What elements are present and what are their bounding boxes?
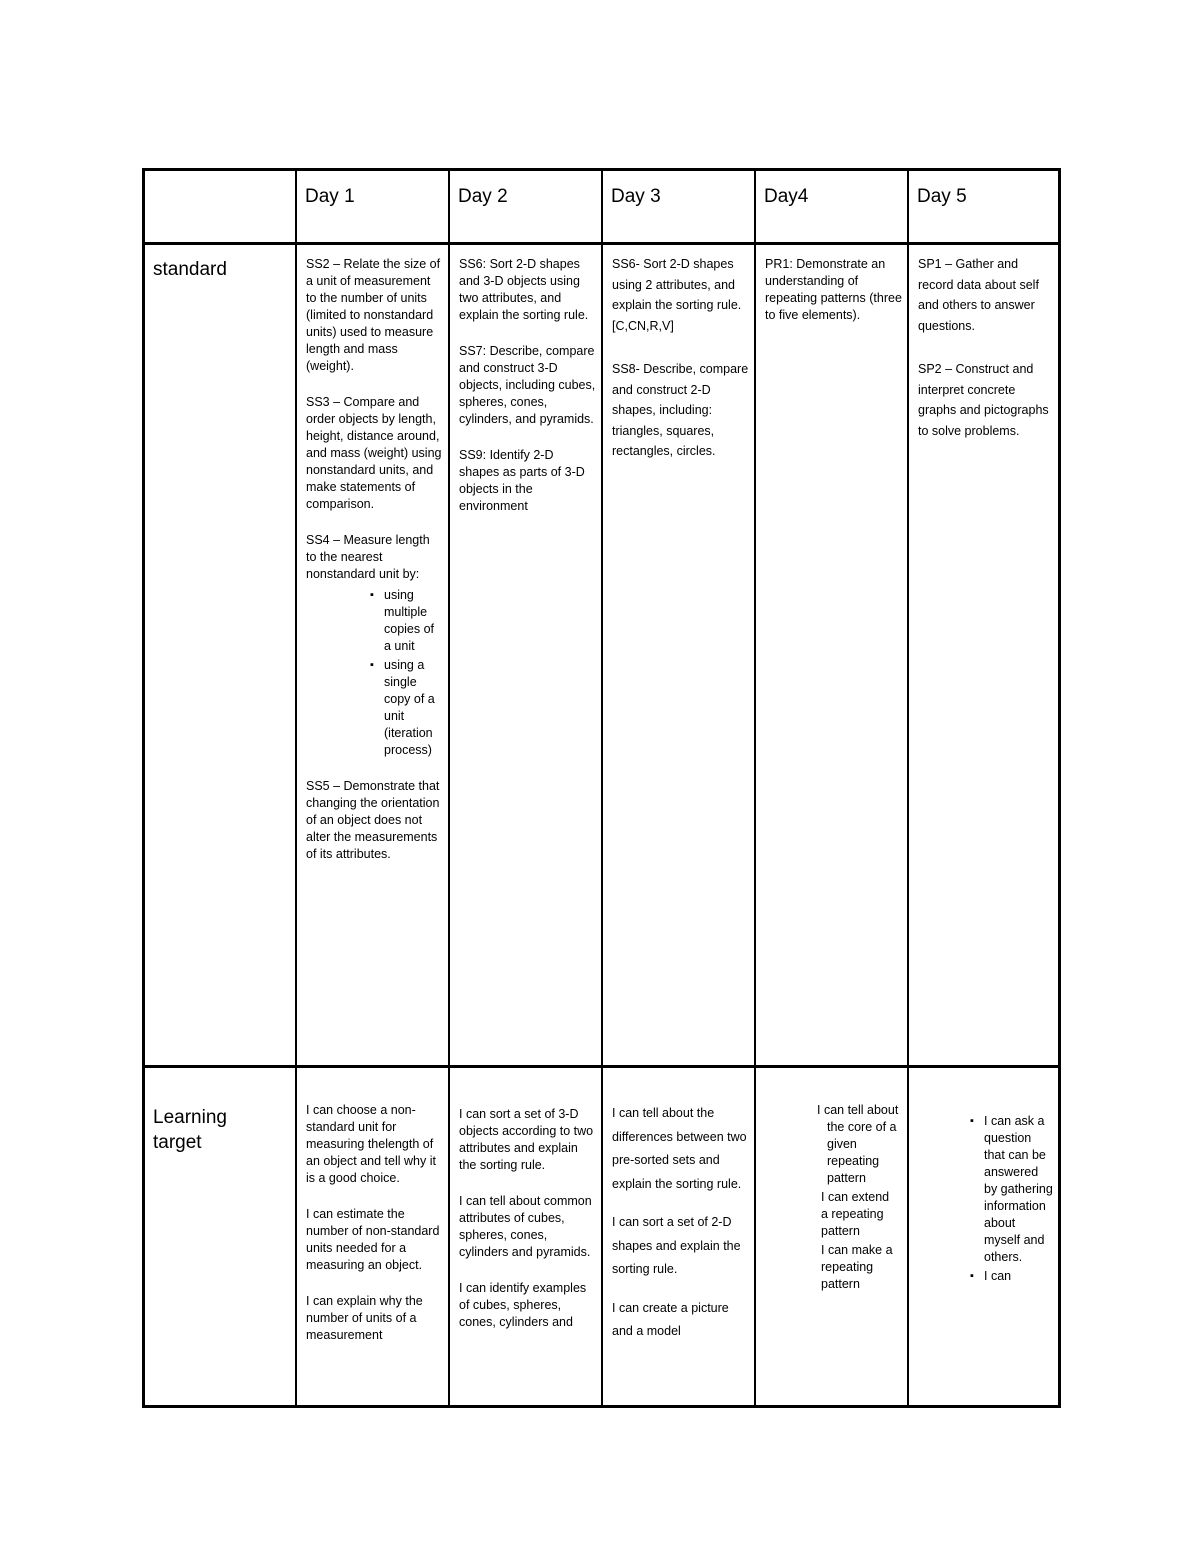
learning-target-item: I can tell about the differences between two pre-sorted sets and explain the sorting rule. (612, 1106, 747, 1191)
standard-day-2 (459, 256, 596, 1061)
learning-day-2 (459, 1106, 596, 1405)
learning-day-5 (970, 1113, 1054, 1405)
standard-day-1 (306, 256, 443, 1061)
header-day-3: Day 3 (611, 186, 661, 207)
column-divider (448, 171, 450, 1405)
header-day-1: Day 1 (305, 186, 355, 207)
list-item: ▪ using multiple copies of a unit (370, 587, 436, 655)
lesson-plan-table (142, 168, 1061, 1408)
learning-target-item: I can tell about the core of a given repeating pattern (817, 1103, 899, 1185)
row-divider (145, 242, 1058, 245)
standard-sp2: SP2 – Construct and interpret concrete graphs and pictographs to solve problems. (918, 362, 1049, 438)
standard-ss2: SS2 – Relate the size of a unit of measurement to the number of units (limited to nonstandard units) used to measure length and mass (weight). (306, 257, 441, 373)
row-label-standard: standard (153, 259, 227, 280)
learning-day-4-list (817, 1189, 897, 1293)
standard-ss7: SS7: Describe, compare and construct 3-D objects, including cubes, spheres, cones, cylinders, and pyramids. (459, 344, 596, 426)
learning-target-item: I can tell about common attributes of cubes, spheres, cones, cylinders and pyramids. (459, 1194, 592, 1259)
list-item: ▪ I can extend a repeating pattern (817, 1189, 897, 1240)
standard-ss9: SS9: Identify 2-D shapes as parts of 3-D objects in the environment (459, 448, 585, 513)
header-day-5: Day 5 (917, 186, 967, 207)
list-item: ▪ I can (970, 1268, 1054, 1285)
standard-ss5: SS5 – Demonstrate that changing the orientation of an object does not alter the measurements of its attributes. (306, 779, 440, 861)
learning-target-item: I can sort a set of 3-D objects according to two attributes and explain the sorting rule. (459, 1107, 594, 1172)
standard-ss3: SS3 – Compare and order objects by length, height, distance around, and mass (weight) using nonstandard units, and make statements of comparison. (306, 395, 442, 511)
list-item: ▪ using a single copy of a unit (iteration process) (370, 657, 436, 759)
list-item: ▪ I can make a repeating pattern (817, 1242, 897, 1293)
standard-ss6-day3: SS6- Sort 2-D shapes using 2 attributes, and explain the sorting rule. [C,CN,R,V] (612, 257, 742, 333)
learning-target-item: I can explain why the number of units of a measurement (306, 1294, 423, 1342)
standard-day-5 (918, 254, 1055, 1059)
column-divider (295, 171, 297, 1405)
standard-day-4 (765, 256, 902, 1061)
learning-target-item: I can create a picture and a model (612, 1300, 729, 1338)
column-divider (907, 171, 909, 1405)
list-item: ▪ I can ask a question that can be answered by gathering information about myself and others. (970, 1113, 1054, 1266)
column-divider (601, 171, 603, 1405)
standard-sp1: SP1 – Gather and record data about self and others to answer questions. (918, 257, 1039, 333)
column-divider (754, 171, 756, 1405)
learning-day-3 (612, 1102, 749, 1405)
header-day-2: Day 2 (458, 186, 508, 207)
learning-target-item: I can estimate the number of non-standard units needed for a measuring an object. (306, 1207, 440, 1272)
standard-ss8: SS8- Describe, compare and construct 2-D shapes, including: triangles, squares, rectangles, circles. (612, 362, 749, 458)
learning-target-item: I can sort a set of 2-D shapes and explain the sorting rule. (612, 1215, 741, 1276)
row-divider (145, 1065, 1058, 1068)
standard-day-3 (612, 254, 749, 1059)
header-empty-cell (148, 171, 293, 241)
row-label-learning-target: Learning target (153, 1107, 227, 1153)
header-day-4: Day4 (764, 186, 809, 207)
learning-day-1 (306, 1102, 443, 1405)
standard-ss6: SS6: Sort 2-D shapes and 3-D objects using two attributes, and explain the sorting rule. (459, 257, 589, 322)
standard-pr1: PR1: Demonstrate an understanding of repeating patterns (three to five elements). (765, 257, 902, 322)
learning-target-item: I can choose a non-standard unit for measuring thelength of an object and tell why it is a good choice. (306, 1103, 436, 1185)
learning-day-4 (817, 1102, 901, 1405)
learning-day-5-list (970, 1113, 1054, 1285)
standard-ss4: SS4 – Measure length to the nearest nonstandard unit by: (306, 533, 430, 581)
standard-ss4-list (370, 587, 436, 759)
learning-target-item: I can identify examples of cubes, spheres, cones, cylinders and (459, 1281, 587, 1329)
